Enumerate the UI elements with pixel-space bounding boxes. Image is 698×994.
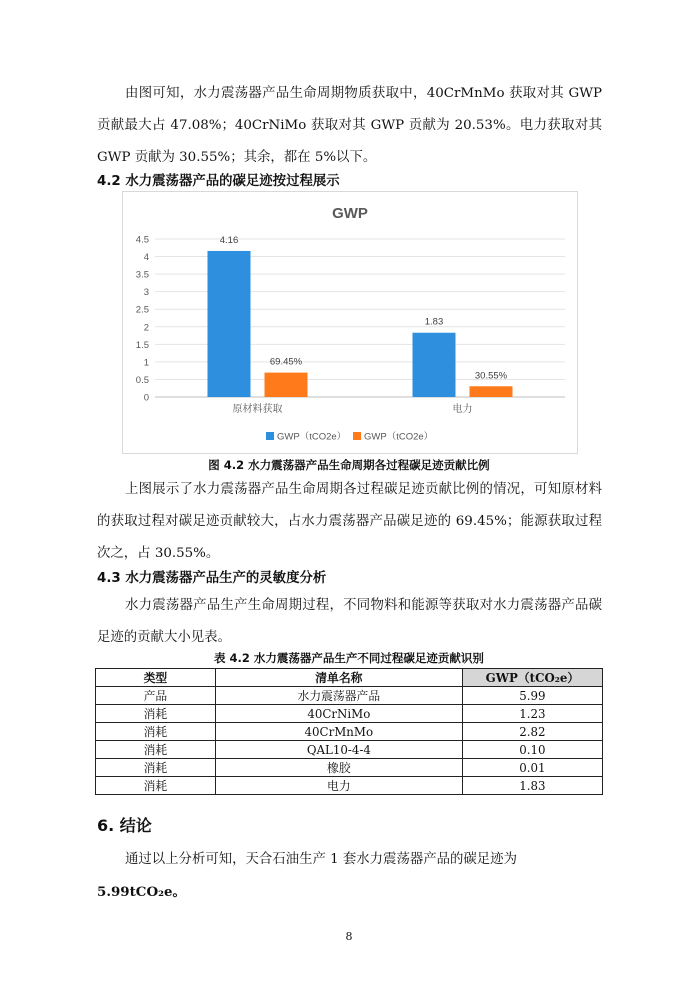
- figure-caption: 图 4.2 水力震荡器产品生命周期各过程碳足迹贡献比例: [208, 458, 490, 472]
- bar: [413, 333, 456, 397]
- data-label: 69.45%: [269, 356, 303, 368]
- table-cell-name: 电力: [215, 777, 462, 795]
- table-header-type: 类型: [96, 669, 216, 687]
- legend-label: GWP（tCO2e）: [364, 431, 434, 443]
- table-row: [96, 759, 603, 777]
- x-category-label: 电力: [452, 404, 473, 415]
- table-cell-type: 消耗: [96, 723, 216, 741]
- data-label: 30.55%: [474, 370, 508, 382]
- legend-swatch: [266, 432, 274, 440]
- table-row: [96, 705, 603, 723]
- table-cell-name: 水力震荡器产品: [215, 687, 462, 705]
- paragraph-sensitivity: 水力震荡器产品生产生命周期过程，不同物料和能源等获取对水力震荡器产品碳足迹的贡献大小见表。: [97, 598, 602, 645]
- section-heading-4-3: 4.3 水力震荡器产品生产的灵敏度分析: [97, 571, 327, 586]
- table-cell-name: QAL10-4-4: [215, 741, 462, 759]
- table-row: [96, 723, 603, 741]
- paragraph-gwp-summary: 由图可知，水力震荡器产品生命周期物质获取中，40CrMnMo 获取对其 GWP 贡献最大占 47.08%；40CrNiMo 获取对其 GWP 贡献为 20.53%。电力获取对其 GWP 贡献为 30.55%；其余，都在 5%以下。: [97, 86, 602, 165]
- table-cell-name: 40CrNiMo: [215, 705, 462, 723]
- table-cell-gwp: 0.10: [462, 741, 602, 759]
- table-row: [96, 687, 603, 705]
- section-heading-4-2: 4.2 水力震荡器产品的碳足迹按过程展示: [97, 174, 340, 189]
- legend-swatch: [353, 432, 361, 440]
- paragraph-chart-explanation: 上图展示了水力震荡器产品生命周期各过程碳足迹贡献比例的情况，可知原材料的获取过程对碳足迹贡献较大，占水力震荡器产品碳足迹的 69.45%；能源获取过程次之，占 30.55%。: [97, 482, 602, 561]
- table-cell-gwp: 5.99: [462, 687, 602, 705]
- gwp-chart-svg: [123, 192, 577, 453]
- y-tick-label: 4.5: [135, 234, 149, 246]
- y-tick-label: 0: [143, 392, 149, 404]
- table-header-gwp: GWP（tCO₂e）: [462, 669, 602, 687]
- conclusion-text: 通过以上分析可知，天合石油生产 1 套水力震荡器产品的碳足迹为: [125, 852, 517, 867]
- bar: [265, 373, 308, 397]
- table-cell-type: 消耗: [96, 759, 216, 777]
- y-tick-label: 3: [143, 287, 149, 299]
- chart-title: GWP: [332, 205, 368, 222]
- y-tick-label: 2: [143, 322, 149, 334]
- legend-label: GWP（tCO2e）: [277, 431, 347, 443]
- table-cell-type: 消耗: [96, 777, 216, 795]
- table-header-row: [96, 669, 603, 687]
- paragraph-conclusion: [97, 844, 602, 909]
- table-header-name: 清单名称: [215, 669, 462, 687]
- data-label: 1.83: [424, 316, 444, 328]
- y-tick-label: 1: [143, 357, 149, 369]
- section-heading-6: 6. 结论: [97, 816, 152, 835]
- table-caption: 表 4.2 水力震荡器产品生产不同过程碳足迹贡献识别: [214, 651, 484, 665]
- y-tick-label: 1.5: [135, 339, 149, 351]
- gwp-table: [95, 668, 603, 795]
- table-cell-gwp: 2.82: [462, 723, 602, 741]
- gwp-chart: [122, 191, 578, 454]
- bar: [208, 251, 251, 397]
- table-cell-name: 橡胶: [215, 759, 462, 777]
- table-cell-gwp: 1.83: [462, 777, 602, 795]
- table-cell-gwp: 0.01: [462, 759, 602, 777]
- y-tick-label: 4: [143, 252, 149, 264]
- table-cell-type: 产品: [96, 687, 216, 705]
- data-label: 4.16: [219, 234, 239, 246]
- table-cell-name: 40CrMnMo: [215, 723, 462, 741]
- table-row: [96, 741, 603, 759]
- table-cell-type: 消耗: [96, 705, 216, 723]
- y-tick-label: 0.5: [135, 374, 149, 386]
- y-tick-label: 3.5: [135, 269, 149, 281]
- x-category-label: 原材料获取: [232, 404, 283, 415]
- table-cell-type: 消耗: [96, 741, 216, 759]
- page-number: 8: [345, 930, 353, 943]
- table-row: [96, 777, 603, 795]
- table-cell-gwp: 1.23: [462, 705, 602, 723]
- y-tick-label: 2.5: [135, 304, 149, 316]
- bar: [470, 386, 513, 397]
- conclusion-value: 5.99tCO₂e。: [97, 884, 186, 900]
